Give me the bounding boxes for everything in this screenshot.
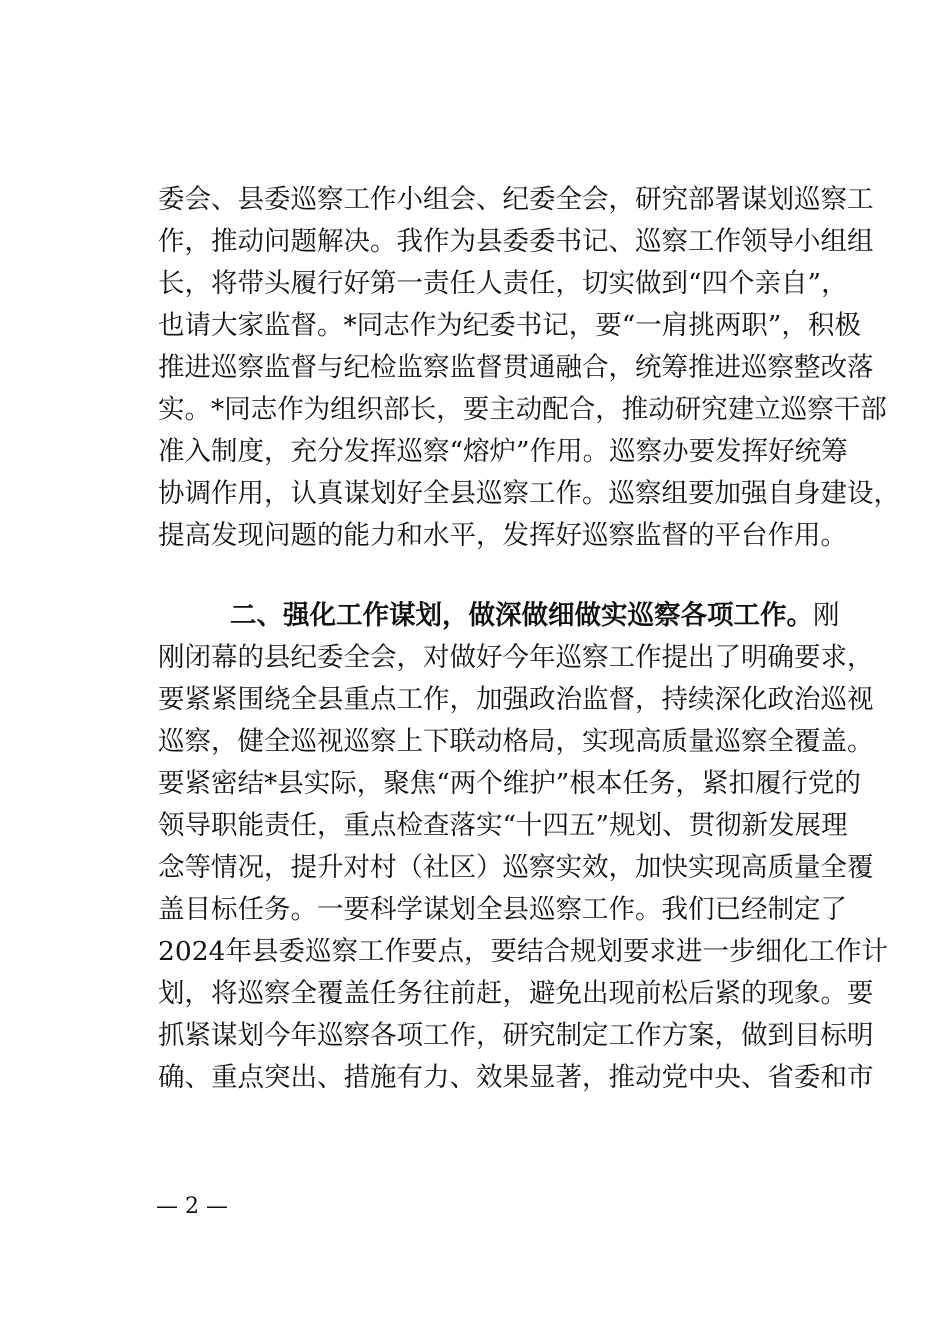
text-line: 推进巡察监督与纪检监察监督贯通融合，统筹推进巡察整改落 — [158, 352, 874, 383]
text-line: 也请大家监督。*同志作为纪委书记，要“一肩挑两职”，积极 — [158, 310, 861, 341]
text-line: 抓紧谋划今年巡察各项工作，研究制定工作方案，做到目标明 — [158, 1020, 874, 1051]
text-line: 领导职能责任，重点检查落实“十四五”规划、贯彻新发展理 — [158, 810, 848, 841]
text-line: 刚闭幕的县纪委全会，对做好今年巡察工作提出了明确要求， — [158, 642, 874, 673]
text-line: 巡察，健全巡视巡察上下联动格局，实现高质量巡察全覆盖。 — [158, 726, 874, 757]
text-line: 协调作用，认真谋划好全县巡察工作。巡察组要加强自身建设， — [158, 478, 900, 509]
text-line: 准入制度，充分发挥巡察“熔炉”作用。巡察办要发挥好统筹 — [158, 436, 848, 467]
text-line: 念等情况，提升对村（社区）巡察实效，加快实现高质量全覆 — [158, 852, 874, 883]
text-line: 要紧密结*县实际，聚焦“两个维护”根本任务，紧扣履行党的 — [158, 768, 861, 799]
text-line: 2024年县委巡察工作要点，要结合规划要求进一步细化工作计 — [158, 936, 888, 967]
text-line: 委会、县委巡察工作小组会、纪委全会，研究部署谋划巡察工 — [158, 184, 874, 215]
page-number: — 2 — — [156, 1194, 228, 1219]
section-heading — [158, 596, 840, 636]
text-line: 提高发现问题的能力和水平，发挥好巡察监督的平台作用。 — [158, 520, 847, 551]
text-line: 划，将巡察全覆盖任务往前赶，避免出现前松后紧的现象。要 — [158, 978, 874, 1009]
text-line: 长，将带头履行好第一责任人责任，切实做到“四个亲自”， — [158, 268, 848, 299]
text-line: 要紧紧围绕全县重点工作，加强政治监督，持续深化政治巡视 — [158, 684, 874, 715]
text-line: 作，推动问题解决。我作为县委委书记、巡察工作领导小组组 — [158, 226, 874, 257]
section-heading-tail: 刚 — [813, 600, 840, 631]
text-line: 盖目标任务。一要科学谋划全县巡察工作。我们已经制定了 — [158, 894, 847, 925]
text-line: 确、重点突出、措施有力、效果显著，推动党中央、省委和市 — [158, 1062, 874, 1093]
text-line: 实。*同志作为组织部长，要主动配合，推动研究建立巡察干部 — [158, 394, 887, 425]
section-heading-bold: 二、强化工作谋划，做深做细做实巡察各项工作。 — [230, 600, 813, 631]
